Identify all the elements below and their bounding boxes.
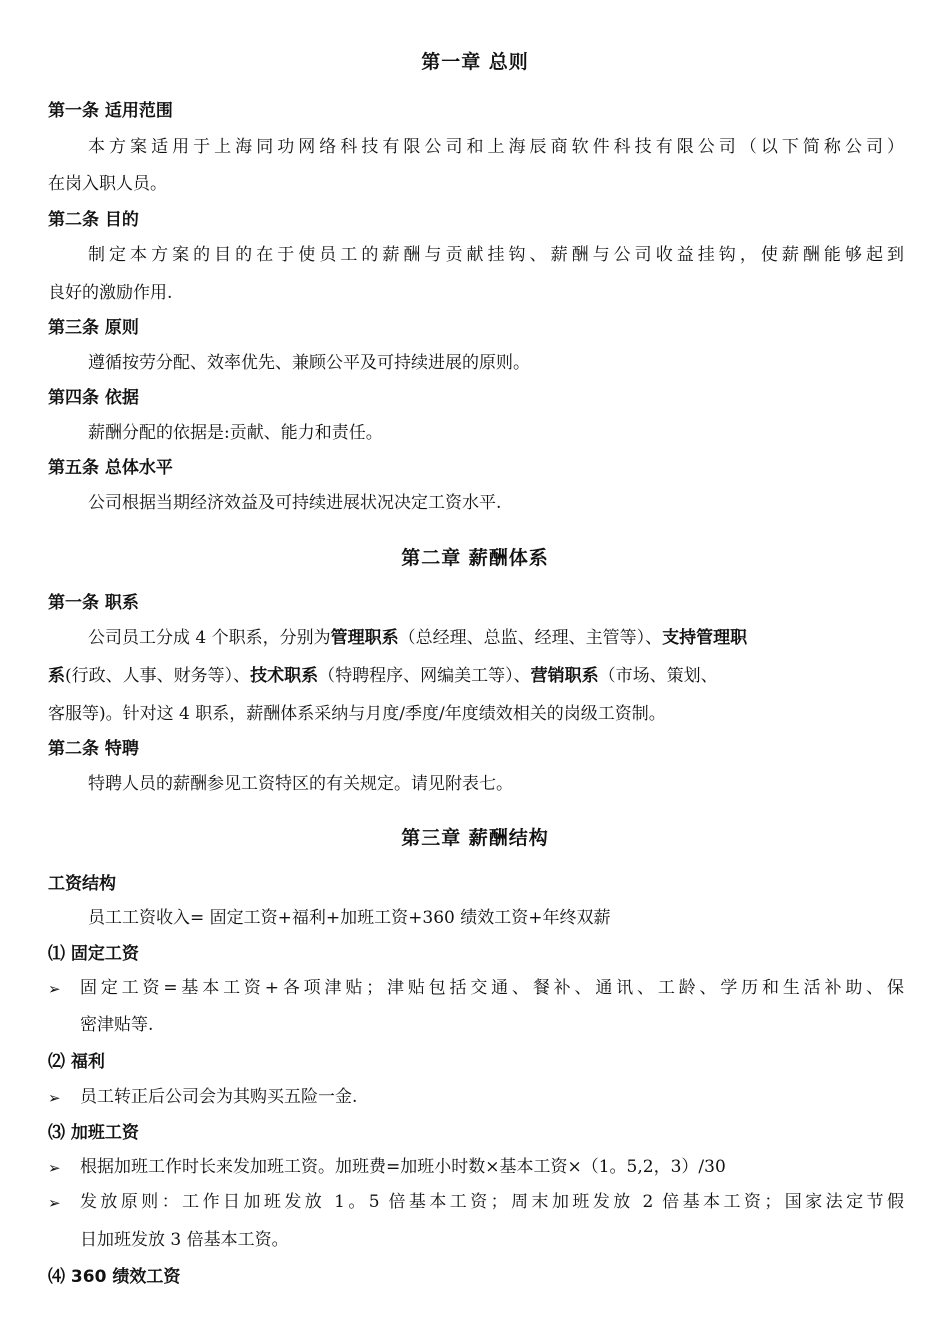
article-heading: 第二条 目的 — [48, 210, 139, 230]
article-heading: 第二条 特聘 — [48, 739, 139, 759]
paragraph-line — [48, 664, 904, 688]
bullet-text: 密津贴等. — [80, 1015, 154, 1035]
chapter-title: 第三章 薪酬结构 — [401, 827, 549, 849]
paragraph-line: 遵循按劳分配、效率优先、兼顾公平及可持续进展的原则。 — [88, 353, 530, 373]
paragraph-line: 特聘人员的薪酬参见工资特区的有关规定。请见附表七。 — [88, 774, 513, 794]
paragraph-line: 本方案适用于上海同功网络科技有限公司和上海辰商软件科技有限公司（以下简称公司） — [88, 137, 904, 157]
text-run: (行政、人事、财务等）、 — [65, 666, 251, 686]
bullet-text: 发放原则：工作日加班发放 1。5 倍基本工资；周末加班发放 2 倍基本工资；国家法定节假 — [80, 1192, 904, 1212]
text-run: （特聘程序、网编美工等）、 — [318, 666, 531, 686]
text-run: （总经理、总监、经理、主管等）、 — [398, 628, 663, 648]
bullet-text: 固定工资=基本工资+各项津贴；津贴包括交通、餐补、通讯、工龄、学历和生活补助、保 — [80, 978, 904, 998]
formula-line: 员工工资收入= 固定工资+福利+加班工资+360 绩效工资+年终双薪 — [88, 908, 611, 928]
article-heading: 第四条 依据 — [48, 388, 139, 408]
bold-term: 营销职系 — [530, 666, 599, 686]
article-heading: 第一条 适用范围 — [48, 101, 173, 121]
bullet-text: 根据加班工作时长来发加班工资。加班费=加班小时数×基本工资×（1。5,2，3）/30 — [80, 1157, 726, 1177]
bold-term: 系 — [48, 666, 65, 686]
paragraph-line: 制定本方案的目的在于使员工的薪酬与贡献挂钩、薪酬与公司收益挂钩，使薪酬能够起到 — [88, 245, 904, 265]
paragraph-line — [88, 626, 904, 650]
section-heading: 工资结构 — [48, 874, 116, 894]
subsection-heading: ⑶ 加班工资 — [48, 1123, 139, 1143]
text-run: 公司员工分成 4 个职系，分别为 — [88, 628, 331, 648]
bold-term: 技术职系 — [250, 666, 319, 686]
paragraph-line: 客服等)。针对这 4 职系，薪酬体系采纳与月度/季度/年度绩效相关的岗级工资制。 — [48, 704, 666, 724]
bullet-arrow-icon: ➢ — [48, 1089, 61, 1107]
article-heading: 第五条 总体水平 — [48, 458, 173, 478]
paragraph-line: 良好的激励作用. — [48, 283, 173, 303]
paragraph-line: 在岗入职人员。 — [48, 174, 167, 194]
text-run: （市场、策划、 — [598, 666, 718, 686]
bullet-arrow-icon: ➢ — [48, 1194, 61, 1212]
bold-term: 管理职系 — [330, 628, 399, 648]
article-heading: 第三条 原则 — [48, 318, 139, 338]
subsection-heading: ⑷ 360 绩效工资 — [48, 1267, 181, 1287]
subsection-heading: ⑵ 福利 — [48, 1052, 105, 1072]
chapter-title: 第一章 总则 — [421, 51, 529, 73]
bullet-text: 员工转正后公司会为其购买五险一金. — [80, 1087, 358, 1107]
bold-term: 支持管理职 — [662, 628, 748, 648]
paragraph-line: 薪酬分配的依据是:贡献、能力和责任。 — [88, 423, 383, 443]
paragraph-line: 公司根据当期经济效益及可持续进展状况决定工资水平. — [88, 493, 502, 513]
subsection-heading: ⑴ 固定工资 — [48, 944, 139, 964]
article-heading: 第一条 职系 — [48, 593, 139, 613]
chapter-title: 第二章 薪酬体系 — [401, 547, 549, 569]
bullet-arrow-icon: ➢ — [48, 1159, 61, 1177]
bullet-text: 日加班发放 3 倍基本工资。 — [80, 1230, 289, 1250]
bullet-arrow-icon: ➢ — [48, 980, 61, 998]
